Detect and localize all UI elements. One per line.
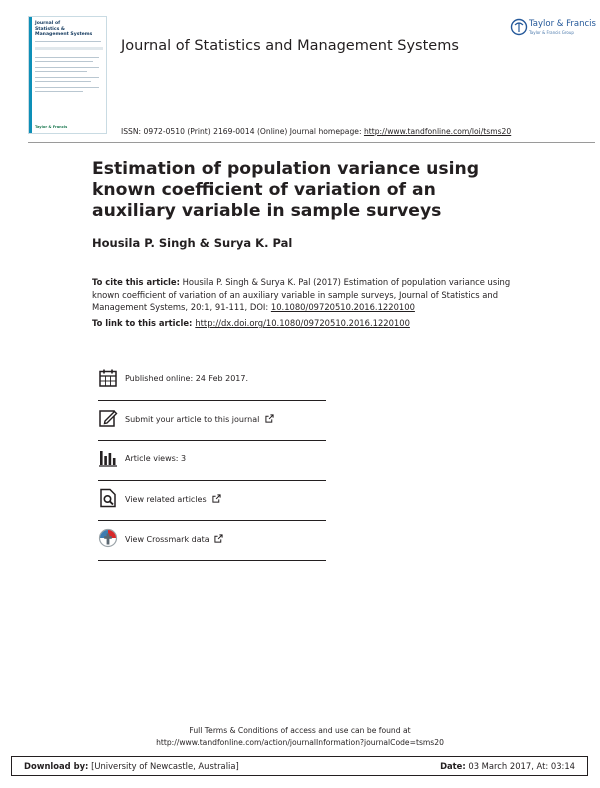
- cover-line: [35, 81, 91, 82]
- issn-text: ISSN: 0972-0510 (Print) 2169-0014 (Online) Journal homepage:: [121, 127, 364, 136]
- divider: [98, 560, 326, 561]
- downloaded-label: Download by:: [24, 761, 89, 771]
- external-link-icon: [265, 414, 274, 423]
- downloaded-by: [24, 761, 239, 771]
- edit-icon: [98, 408, 118, 428]
- cover-title: Journal of Statistics & Management Systems: [35, 21, 93, 38]
- citation: [92, 276, 522, 314]
- journal-title: Journal of Statistics and Management Systems: [121, 38, 459, 54]
- view-crossmark-label: View Crossmark data: [125, 535, 210, 544]
- cover-rule: [35, 41, 101, 42]
- external-link-icon: [214, 534, 223, 543]
- related-row[interactable]: [98, 481, 326, 521]
- published-row: [98, 361, 326, 401]
- publisher-logo-text: Taylor & Francis: [529, 19, 596, 29]
- published-date: Published online: 24 Feb 2017.: [125, 374, 249, 383]
- terms-link[interactable]: http://www.tandfonline.com/action/journalInformation?journalCode=tsms20: [156, 738, 444, 747]
- cover-line: [35, 91, 83, 92]
- submit-article-label: Submit your article to this journal: [125, 415, 260, 424]
- submit-row[interactable]: [98, 401, 326, 441]
- cover-line: [35, 61, 93, 62]
- cover-line: [35, 57, 99, 58]
- download-bar: [11, 756, 588, 776]
- article-link-label: To link to this article:: [92, 318, 196, 328]
- article-link-line: [92, 318, 410, 328]
- publisher-logo[interactable]: [510, 16, 596, 40]
- article-authors: Housila P. Singh & Surya K. Pal: [92, 236, 293, 250]
- date-value: 03 March 2017, At: 03:14: [465, 761, 575, 771]
- issn-line: [121, 127, 511, 136]
- bar-chart-icon: [98, 448, 118, 468]
- article-views: Article views: 3: [125, 454, 187, 463]
- cover-band: [35, 47, 103, 50]
- article-link[interactable]: http://dx.doi.org/10.1080/09720510.2016.1220100: [195, 318, 410, 328]
- cover-line: [35, 71, 87, 72]
- cover-line: [35, 67, 99, 68]
- terms-line: Full Terms & Conditions of access and use can be found at: [189, 726, 411, 735]
- citation-label: To cite this article:: [92, 277, 180, 287]
- submit-article-link[interactable]: [125, 414, 274, 424]
- downloaded-value: [University of Newcastle, Australia]: [88, 761, 239, 771]
- journal-homepage-link[interactable]: http://www.tandfonline.com/loi/tsms20: [363, 127, 512, 136]
- citation-text: Housila P. Singh & Surya K. Pal (2017) Estimation of population variance using known coefficient of variation of an auxiliary variable in sample surveys, Journal of Statistics and Management Systems, 20:1, 91-111, DOI:: [92, 277, 511, 313]
- cover-line: [35, 77, 99, 78]
- crossmark-icon: [98, 528, 118, 548]
- calendar-icon: [98, 368, 118, 388]
- journal-cover: [28, 16, 107, 134]
- doi-link[interactable]: 10.1080/09720510.2016.1220100: [270, 302, 415, 313]
- header-divider: [28, 142, 595, 143]
- cover-line: [35, 87, 99, 88]
- view-related-link[interactable]: [125, 494, 221, 504]
- cover-publisher: Taylor & Francis: [35, 125, 68, 129]
- download-date: [440, 761, 575, 771]
- related-articles-icon: [98, 488, 118, 508]
- view-related-label: View related articles: [125, 495, 207, 504]
- publisher-logo-subtext: Taylor & Francis Group: [529, 30, 574, 35]
- article-title: Estimation of population variance using known coefficient of variation of an auxiliary variable in sample surveys: [92, 159, 479, 221]
- date-label: Date:: [440, 761, 466, 771]
- crossmark-row[interactable]: [98, 521, 326, 561]
- publisher-logo-icon: [510, 18, 528, 36]
- cover-stripe: [29, 17, 32, 133]
- view-crossmark-link[interactable]: [125, 534, 223, 544]
- views-row: [98, 441, 326, 481]
- external-link-icon: [212, 494, 221, 503]
